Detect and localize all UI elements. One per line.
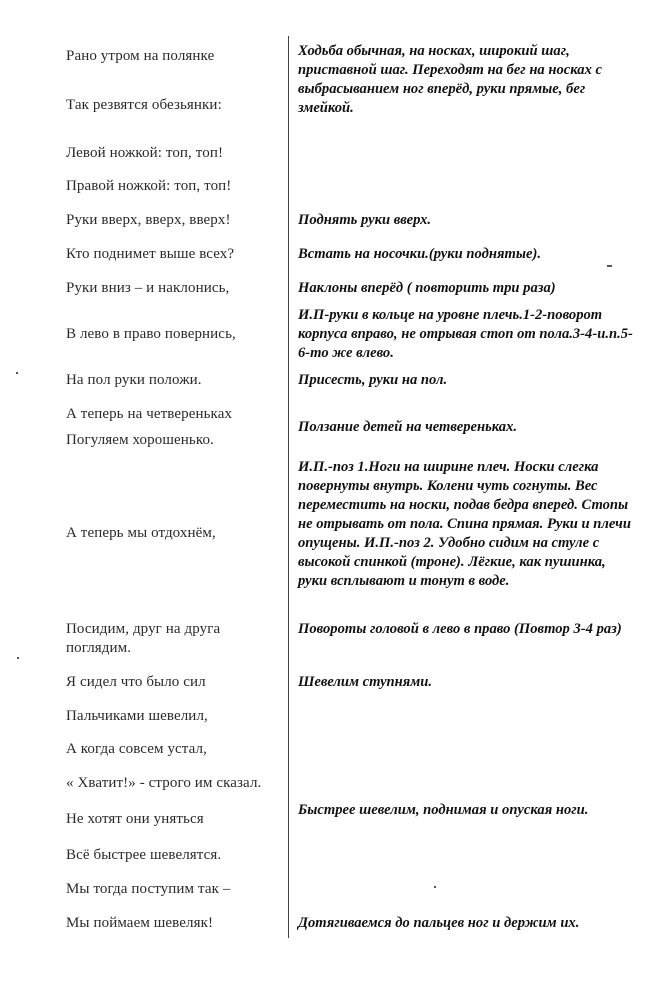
- verse-line: Руки вверх, вверх, вверх!: [66, 212, 231, 228]
- verse-line: Погуляем хорошенько.: [66, 432, 214, 448]
- exercise-note: Встать на носочки.(руки поднятые).: [298, 246, 541, 262]
- verse-line: Всё быстрее шевелятся.: [66, 847, 222, 863]
- exercise-note: Присесть, руки на пол.: [298, 372, 448, 388]
- exercise-note: И.П.-поз 1.Ноги на ширине плеч. Носки слегка повернуты внутрь. Колени чуть согнуты. Вес переместить на носки, подав бедра вперед. Стопы не отрывать от пола. Спина прямая. Руки и плечи опущены. И.П.-поз 2. Удобно сидим на стуле с высокой спинкой (троне). Лёгкие, как пушинка, руки всплывают и тонут в воде.: [298, 459, 631, 589]
- scan-speck: [16, 372, 18, 374]
- verse-line: Рано утром на полянке: [66, 48, 215, 64]
- column-divider: [288, 36, 289, 938]
- verse-line: Пальчиками шевелил,: [66, 708, 208, 724]
- verse-line: А теперь мы отдохнём,: [66, 525, 216, 541]
- verse-line: А теперь на четвереньках: [66, 406, 233, 422]
- exercise-note: Повороты головой в лево в право (Повтор 3-4 раз): [298, 621, 622, 637]
- verse-line: Левой ножкой: топ, топ!: [66, 145, 224, 161]
- verse-line: Мы поймаем шевеляк!: [66, 915, 214, 931]
- verse-line: Мы тогда поступим так –: [66, 881, 231, 897]
- exercise-note: Наклоны вперёд ( повторить три раза): [298, 280, 556, 296]
- exercise-note: Поднять руки вверх.: [298, 212, 432, 228]
- scan-speck: [607, 265, 612, 267]
- exercise-note: Ползание детей на четвереньках.: [298, 419, 518, 435]
- verse-line: « Хватит!» - строго им сказал.: [66, 775, 262, 791]
- scan-speck: [17, 657, 19, 659]
- exercise-note: И.П-руки в кольце на уровне плечь.1-2-поворот корпуса вправо, не отрывая стоп от пола.3-4-и.п.5-6-то же влево.: [298, 307, 633, 361]
- exercise-note: Дотягиваемся до пальцев ног и держим их.: [298, 915, 580, 931]
- exercise-note: Ходьба обычная, на носках, широкий шаг, приставной шаг. Переходят на бег на носках с выбрасыванием ног вперёд, руки прямые, бег змейкой.: [298, 43, 603, 116]
- verse-line: Правой ножкой: топ, топ!: [66, 178, 232, 194]
- verse-line: Руки вниз – и наклонись,: [66, 280, 230, 296]
- verse-line: Кто поднимет выше всех?: [66, 246, 235, 262]
- verse-line: В лево в право повернись,: [66, 326, 236, 342]
- verse-line: Посидим, друг на друга поглядим.: [66, 621, 221, 656]
- scan-speck: [434, 886, 436, 888]
- verse-line: А когда совсем устал,: [66, 741, 207, 757]
- exercise-note: Быстрее шевелим, поднимая и опуская ноги.: [298, 802, 589, 818]
- verse-line: На пол руки положи.: [66, 372, 202, 388]
- verse-line: Не хотят они уняться: [66, 811, 204, 827]
- verse-line: Я сидел что было сил: [66, 674, 206, 690]
- verse-line: Так резвятся обезьянки:: [66, 97, 222, 113]
- exercise-note: Шевелим ступнями.: [298, 674, 433, 690]
